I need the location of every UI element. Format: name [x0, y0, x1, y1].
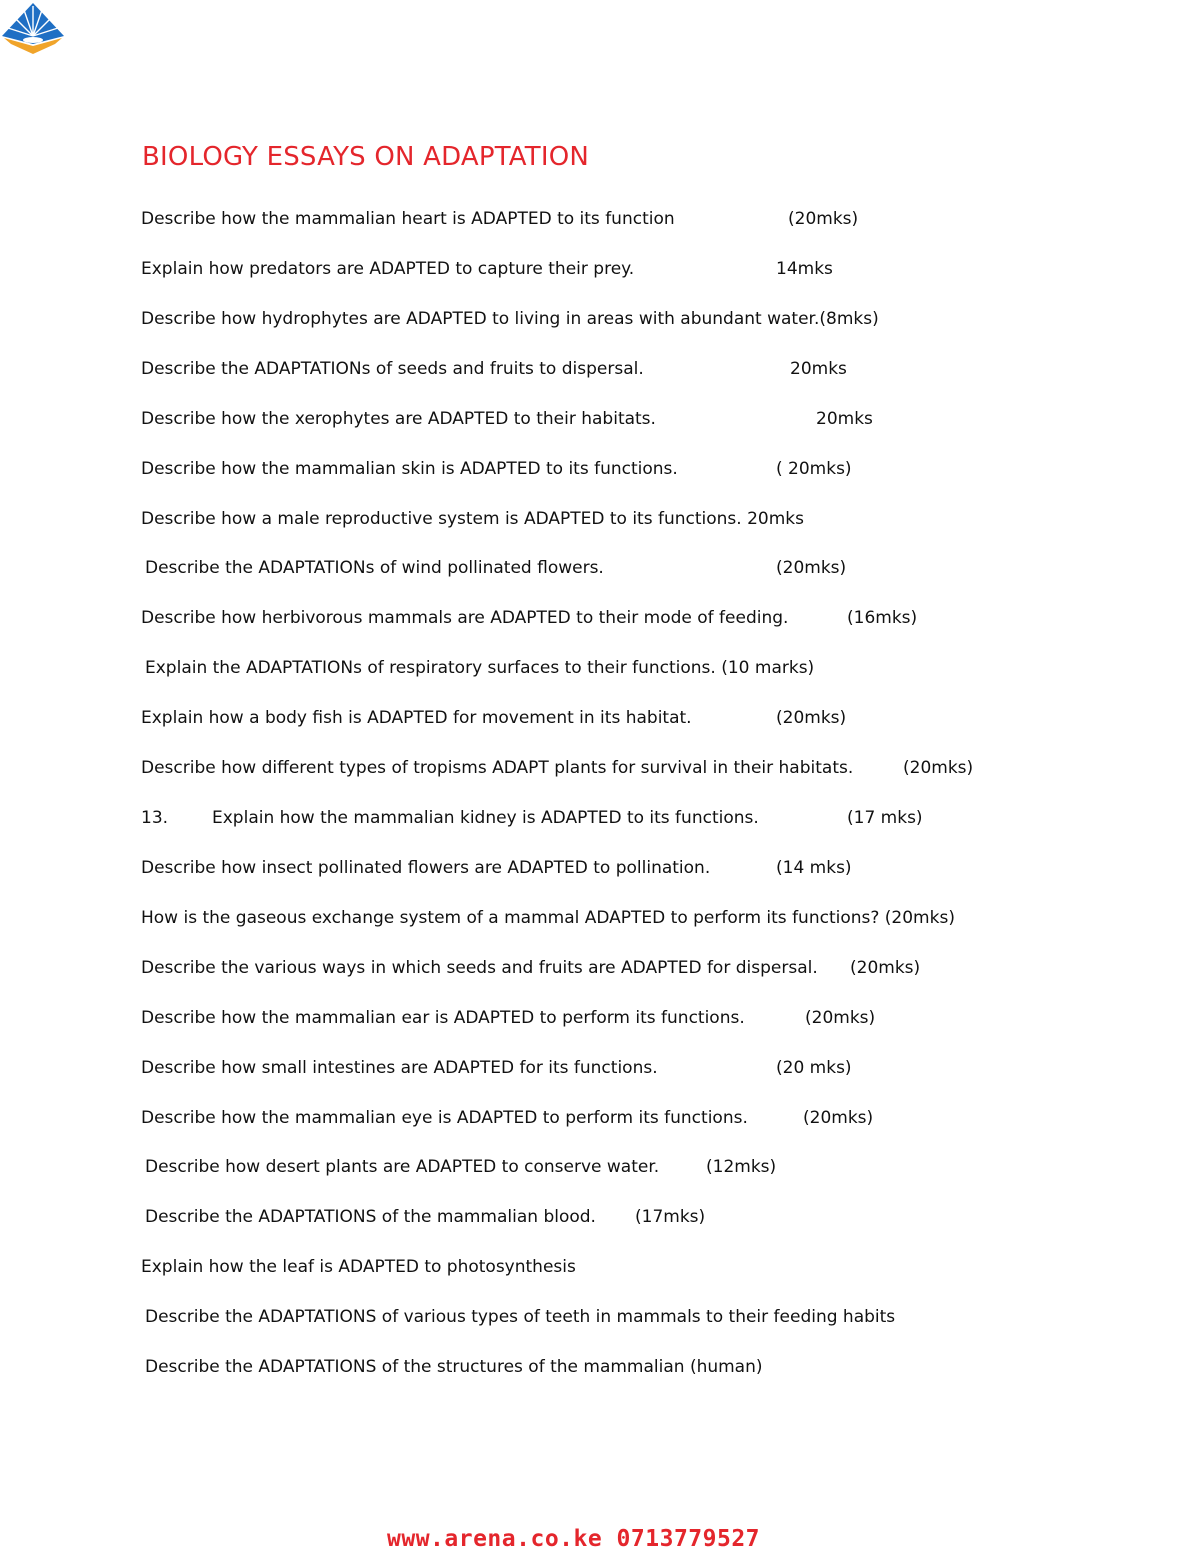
question-marks: (20mks) — [776, 708, 847, 728]
question-text: Describe how a male reproductive system is ADAPTED to its functions. 20mks — [141, 509, 804, 529]
question-marks: (20mks) — [803, 1108, 874, 1128]
question-marks: (16mks) — [847, 608, 918, 628]
question-text: Describe how different types of tropisms ADAPT plants for survival in their habitats. — [141, 758, 854, 778]
question-text: Describe how the mammalian eye is ADAPTED to perform its functions. — [141, 1108, 748, 1128]
question-marks: (12mks) — [706, 1157, 777, 1177]
question-text: Describe the ADAPTATIONS of the mammalian blood. — [145, 1207, 596, 1227]
question-text: Describe the various ways in which seeds and fruits are ADAPTED for dispersal. — [141, 958, 818, 978]
question-text: How is the gaseous exchange system of a mammal ADAPTED to perform its functions? (20mks) — [141, 908, 955, 928]
page-title: BIOLOGY ESSAYS ON ADAPTATION — [142, 142, 590, 172]
question-marks: 20mks — [790, 359, 847, 379]
footer-website-phone[interactable]: www.arena.co.ke 0713779527 — [387, 1526, 761, 1552]
question-marks: (17mks) — [635, 1207, 706, 1227]
question-text: Explain how a body fish is ADAPTED for movement in its habitat. — [141, 708, 692, 728]
question-marks: (20mks) — [788, 209, 859, 229]
question-marks: ( 20mks) — [776, 459, 852, 479]
question-text: Describe how insect pollinated flowers are ADAPTED to pollination. — [141, 858, 711, 878]
question-text: Describe the ADAPTATIONs of wind pollinated flowers. — [145, 558, 604, 578]
question-marks: (17 mks) — [847, 808, 923, 828]
question-marks: (20mks) — [776, 558, 847, 578]
question-text: Explain the ADAPTATIONs of respiratory surfaces to their functions. (10 marks) — [145, 658, 815, 678]
question-text: Describe how herbivorous mammals are ADAPTED to their mode of feeding. — [141, 608, 789, 628]
question-text: Explain how the leaf is ADAPTED to photosynthesis — [141, 1257, 576, 1277]
question-text: Describe how hydrophytes are ADAPTED to living in areas with abundant water.(8mks) — [141, 309, 879, 329]
question-text: Describe the ADAPTATIONs of seeds and fruits to dispersal. — [141, 359, 644, 379]
question-text: Describe the ADAPTATIONS of various types of teeth in mammals to their feeding habits — [145, 1307, 896, 1327]
question-number: 13. — [141, 808, 169, 828]
question-text: Describe how the mammalian ear is ADAPTED to perform its functions. — [141, 1008, 745, 1028]
question-marks: (14 mks) — [776, 858, 852, 878]
question-text: Explain how the mammalian kidney is ADAPTED to its functions. — [212, 808, 759, 828]
question-text: Describe how small intestines are ADAPTED for its functions. — [141, 1058, 658, 1078]
question-text: Describe how the xerophytes are ADAPTED to their habitats. — [141, 409, 656, 429]
question-marks: (20mks) — [903, 758, 974, 778]
question-text: Describe how the mammalian heart is ADAPTED to its function — [141, 209, 675, 229]
question-text: Describe the ADAPTATIONS of the structures of the mammalian (human) — [145, 1357, 763, 1377]
question-marks: (20mks) — [805, 1008, 876, 1028]
question-marks: 20mks — [816, 409, 873, 429]
question-marks: 14mks — [776, 259, 833, 279]
question-marks: (20 mks) — [776, 1058, 852, 1078]
question-text: Describe how desert plants are ADAPTED to conserve water. — [145, 1157, 660, 1177]
question-marks: (20mks) — [850, 958, 921, 978]
question-text: Explain how predators are ADAPTED to capture their prey. — [141, 259, 635, 279]
question-text: Describe how the mammalian skin is ADAPTED to its functions. — [141, 459, 678, 479]
